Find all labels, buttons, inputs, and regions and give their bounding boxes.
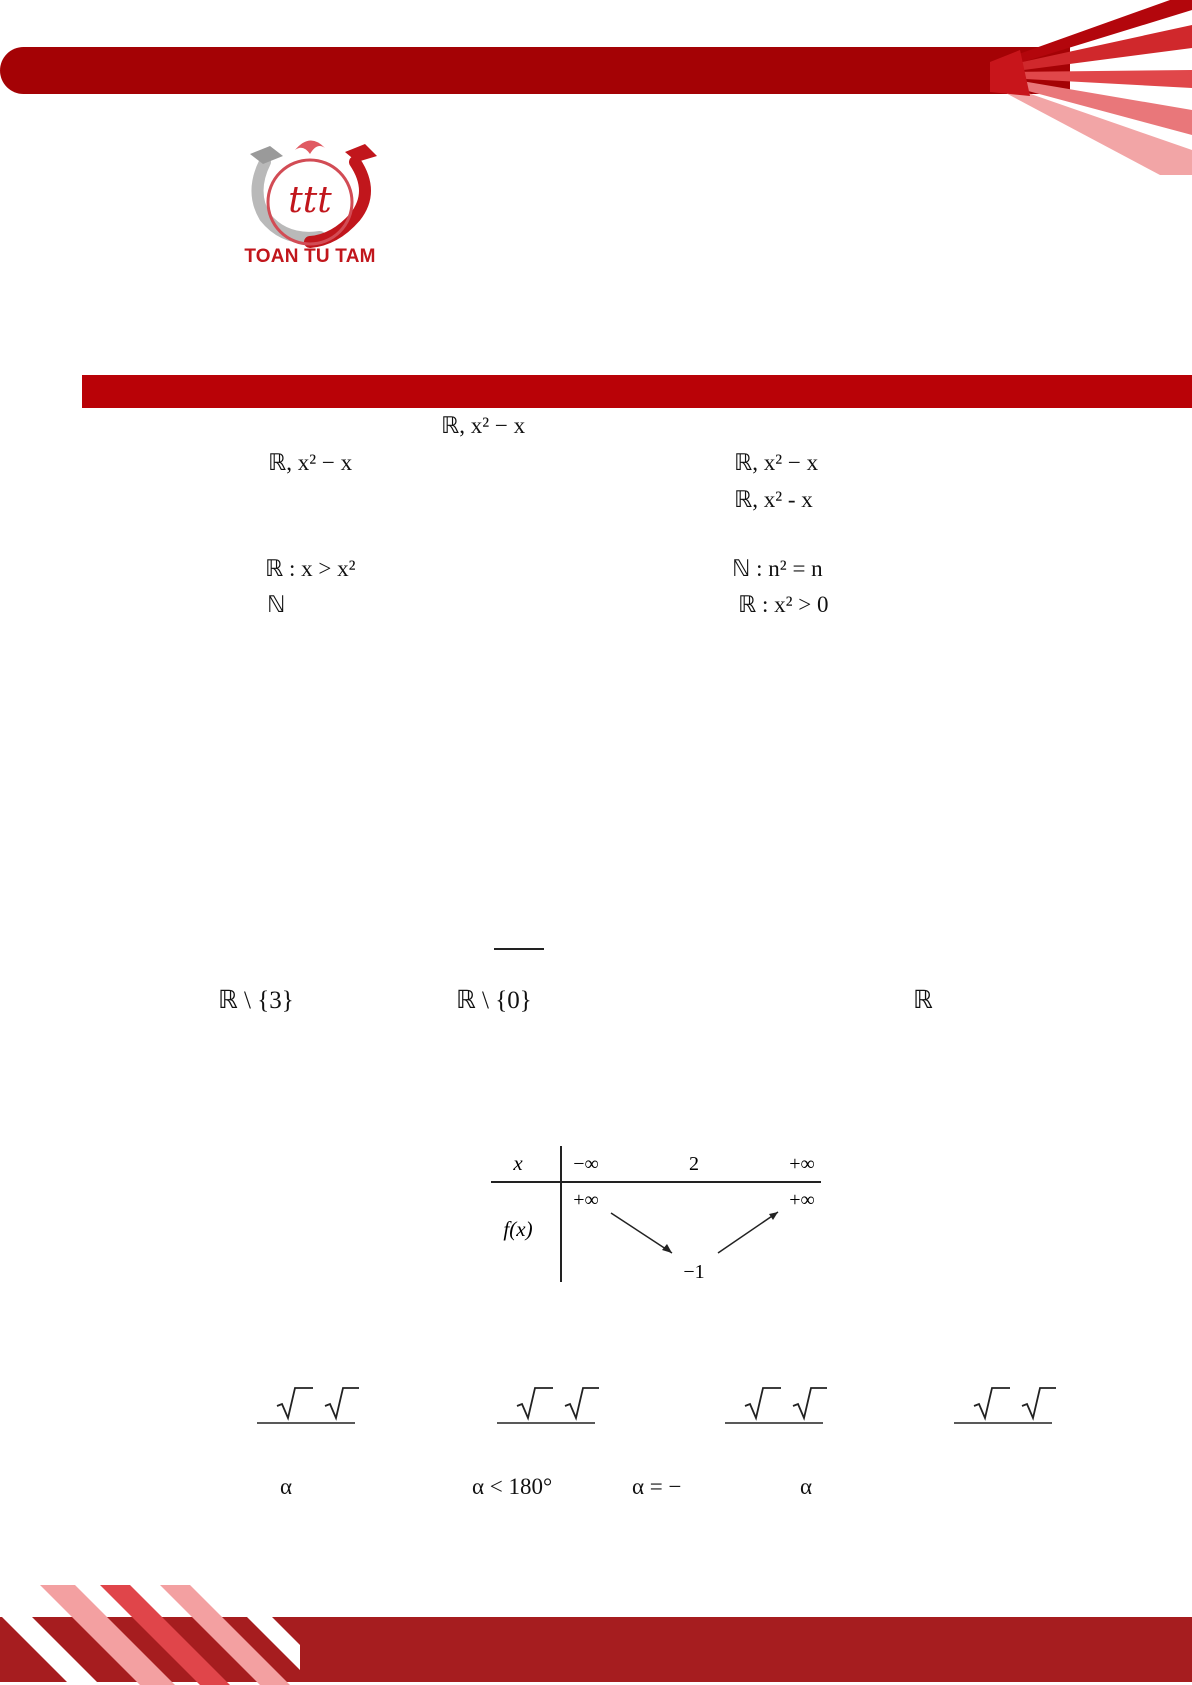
table-x-value-2: 2 bbox=[689, 1153, 699, 1175]
domain-option-a: ℝ \ {3} bbox=[218, 987, 294, 1014]
table-top-left: +∞ bbox=[573, 1189, 599, 1211]
domain-option-b: ℝ \ {0} bbox=[456, 987, 532, 1014]
sqrt-option-d bbox=[952, 1380, 1057, 1425]
q2-option-c: ℕ bbox=[267, 592, 286, 617]
alpha-option-d: α bbox=[800, 1474, 813, 1499]
domain-option-d: ℝ bbox=[913, 987, 933, 1014]
fraction-bar bbox=[494, 948, 544, 950]
table-top-right: +∞ bbox=[789, 1189, 815, 1211]
footer-stripes-decoration bbox=[0, 1585, 300, 1685]
alpha-option-a: α bbox=[280, 1474, 293, 1499]
table-x-label: x bbox=[513, 1151, 523, 1175]
table-x-value-3: +∞ bbox=[789, 1153, 815, 1175]
sqrt-option-a bbox=[255, 1380, 360, 1425]
header-rays-decoration bbox=[990, 0, 1192, 175]
q1-option-c: ℝ, x² - x bbox=[734, 487, 813, 512]
arrow-up bbox=[718, 1212, 778, 1253]
q2-option-d: ℝ : x² > 0 bbox=[738, 592, 829, 617]
logo-script: ttt bbox=[288, 180, 332, 221]
table-x-value-1: −∞ bbox=[573, 1153, 599, 1175]
q1-option-b: ℝ, x² − x bbox=[734, 450, 819, 475]
alpha-option-b: α < 180° bbox=[472, 1474, 553, 1499]
sqrt-option-c bbox=[723, 1380, 828, 1425]
table-f-label: f(x) bbox=[503, 1217, 533, 1241]
alpha-option-c: α = − bbox=[632, 1474, 682, 1499]
q2-option-a: ℝ : x > x² bbox=[265, 556, 356, 581]
q1-statement: ℝ, x² − x bbox=[441, 413, 526, 438]
logo-title: TOAN TU TAM bbox=[244, 246, 376, 267]
variation-table bbox=[486, 1140, 826, 1285]
header-bar bbox=[0, 47, 1070, 94]
table-min-value: −1 bbox=[683, 1261, 705, 1283]
section-header-band bbox=[82, 375, 1192, 408]
q2-option-b: ℕ : n² = n bbox=[732, 556, 823, 581]
arrow-down bbox=[611, 1213, 672, 1253]
sqrt-option-b bbox=[495, 1380, 600, 1425]
q1-option-a: ℝ, x² − x bbox=[268, 450, 353, 475]
